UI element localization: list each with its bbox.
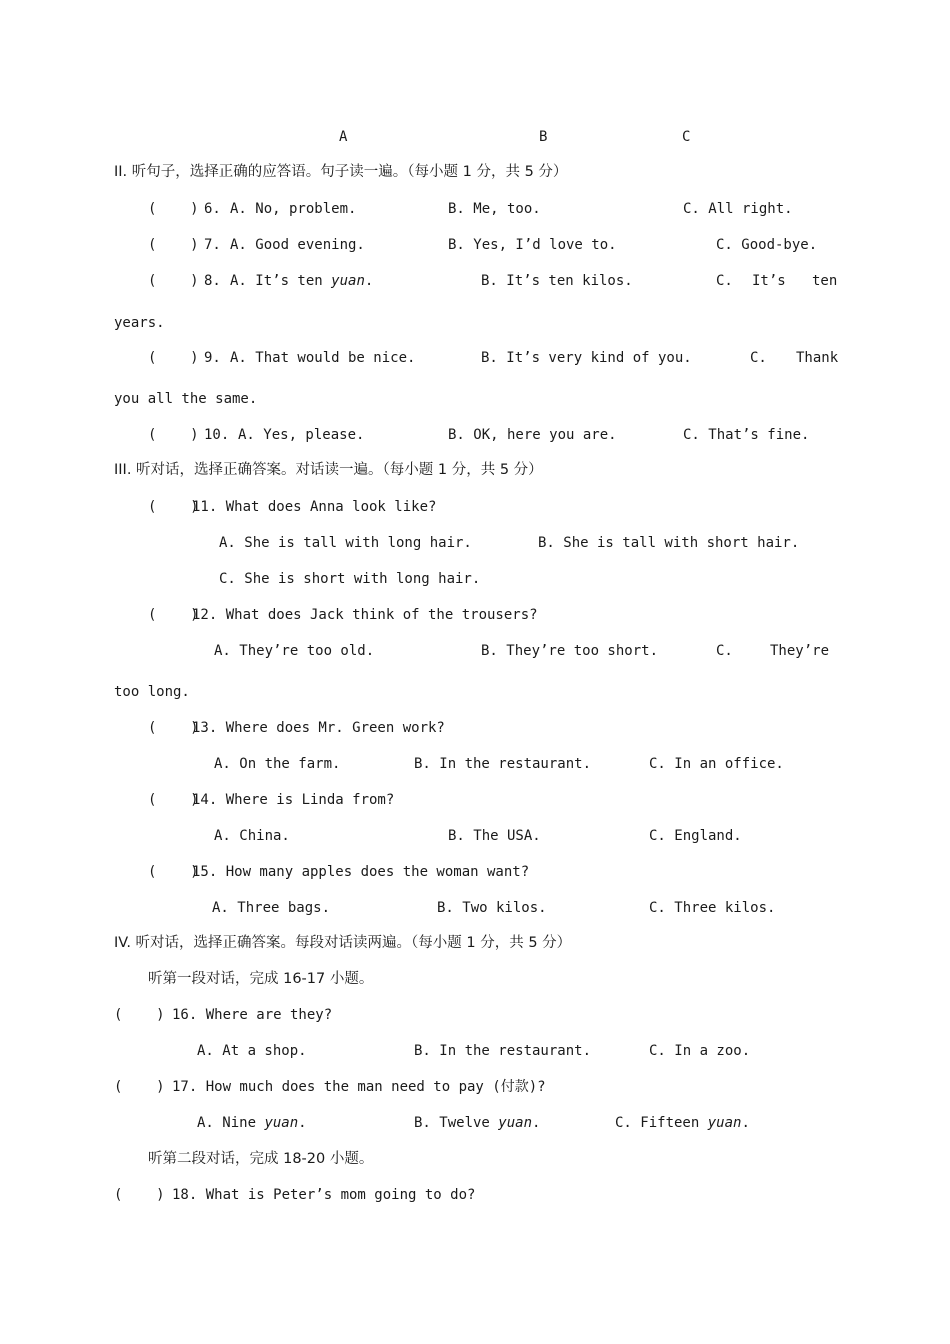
q15-option-c: C. Three kilos.	[649, 900, 776, 916]
q8-option-c-word2: ten	[812, 273, 838, 289]
q14-paren[interactable]: ( )	[148, 792, 199, 808]
q17-option-c-unit: yuan	[707, 1115, 742, 1131]
q17-option-c	[615, 1114, 750, 1132]
q12-option-c-letter: C.	[716, 643, 733, 659]
q9-option-a: A. That would be nice.	[230, 350, 416, 366]
q13-question: 13. Where does Mr. Green work?	[192, 720, 445, 736]
q12-paren[interactable]: ( )	[148, 607, 199, 623]
q12-option-c-word1: They’re	[770, 643, 830, 659]
q14-option-b: B. The USA.	[448, 828, 541, 844]
q8-option-a	[230, 272, 373, 290]
q13-option-a: A. On the farm.	[214, 756, 341, 772]
q15-paren[interactable]: ( )	[148, 864, 199, 880]
q11-option-c: C. She is short with long hair.	[219, 571, 481, 587]
section2-heading: II. 听句子，选择正确的应答语。句子读一遍。（每小题 1 分，共 5 分）	[114, 164, 568, 180]
q13-paren[interactable]: ( )	[148, 720, 199, 736]
q14-option-c: C. England.	[649, 828, 742, 844]
q8-option-c-word1: It’s	[752, 273, 786, 289]
q9-option-b: B. It’s very kind of you.	[481, 350, 692, 366]
q17-option-b-text: B. Twelve	[414, 1115, 499, 1131]
q10-number: 10.	[204, 427, 230, 443]
q17-option-c-dot: .	[741, 1115, 750, 1131]
q9-option-c-word1: Thank	[796, 350, 839, 366]
q16-option-a: A. At a shop.	[197, 1043, 307, 1059]
q16-option-c: C. In a zoo.	[649, 1043, 751, 1059]
q17-option-b-dot: .	[532, 1115, 541, 1131]
q18-question: 18. What is Peter’s mom going to do?	[172, 1187, 476, 1203]
q6-option-c: C. All right.	[683, 201, 793, 217]
q7-number: 7.	[204, 237, 221, 253]
q9-option-c-continued: you all the same.	[114, 391, 258, 407]
q6-number: 6.	[204, 201, 221, 217]
q8-option-c-continued: years.	[114, 315, 165, 331]
section3-heading: III. 听对话，选择正确答案。对话读一遍。（每小题 1 分，共 5 分）	[114, 462, 543, 478]
option-label-a: A	[339, 129, 348, 145]
q17-option-a-text: A. Nine	[197, 1115, 265, 1131]
option-label-c: C	[682, 129, 691, 145]
q10-option-a: A. Yes, please.	[238, 427, 365, 443]
q14-question: 14. Where is Linda from?	[192, 792, 395, 808]
q17-option-a-unit: yuan	[264, 1115, 299, 1131]
q15-question: 15. How many apples does the woman want?	[192, 864, 530, 880]
q16-question: 16. Where are they?	[172, 1007, 333, 1023]
q11-question: 11. What does Anna look like?	[192, 499, 437, 515]
q17-option-a	[197, 1114, 307, 1132]
q17-paren[interactable]: ( )	[114, 1079, 165, 1095]
q8-option-a-dot: .	[364, 273, 374, 289]
q12-question: 12. What does Jack think of the trousers?	[192, 607, 538, 623]
q7-paren[interactable]: ( )	[148, 237, 199, 253]
q9-option-c-letter: C.	[750, 350, 767, 366]
q7-option-c: C. Good-bye.	[716, 237, 818, 253]
q7-option-a: A. Good evening.	[230, 237, 365, 253]
section4-subheading-1: 听第一段对话，完成 16-17 小题。	[148, 971, 374, 987]
q14-option-a: A. China.	[214, 828, 290, 844]
q6-paren[interactable]: ( )	[148, 201, 199, 217]
q15-option-b: B. Two kilos.	[437, 900, 547, 916]
q11-option-b: B. She is tall with short hair.	[538, 535, 800, 551]
option-label-b: B	[539, 129, 548, 145]
q10-option-c: C. That’s fine.	[683, 427, 810, 443]
q18-paren[interactable]: ( )	[114, 1187, 165, 1203]
q16-option-b: B. In the restaurant.	[414, 1043, 592, 1059]
q12-option-b: B. They’re too short.	[481, 643, 659, 659]
q8-paren[interactable]: ( )	[148, 273, 199, 289]
q9-paren[interactable]: ( )	[148, 350, 199, 366]
q12-option-c-continued: too long.	[114, 684, 190, 700]
q12-option-a: A. They’re too old.	[214, 643, 375, 659]
q10-option-b: B. OK, here you are.	[448, 427, 617, 443]
q17-option-c-text: C. Fifteen	[615, 1115, 708, 1131]
q16-paren[interactable]: ( )	[114, 1007, 165, 1023]
q6-option-b: B. Me, too.	[448, 201, 541, 217]
section4-heading: IV. 听对话，选择正确答案。每段对话读两遍。（每小题 1 分，共 5 分）	[114, 935, 572, 951]
q17-question: 17. How much does the man need to pay (付款)?	[172, 1079, 546, 1095]
q10-paren[interactable]: ( )	[148, 427, 199, 443]
q6-option-a: A. No, problem.	[230, 201, 357, 217]
q8-option-a-text: A. It’s ten	[230, 273, 332, 289]
q17-option-b-unit: yuan	[498, 1115, 533, 1131]
q13-option-c: C. In an office.	[649, 756, 784, 772]
q8-option-a-unit: yuan	[331, 273, 365, 289]
q17-option-b	[414, 1114, 540, 1132]
q11-option-a: A. She is tall with long hair.	[219, 535, 472, 551]
q8-option-b: B. It’s ten kilos.	[481, 273, 633, 289]
section4-subheading-2: 听第二段对话，完成 18-20 小题。	[148, 1151, 374, 1167]
q11-paren[interactable]: ( )	[148, 499, 199, 515]
q13-option-b: B. In the restaurant.	[414, 756, 592, 772]
q9-number: 9.	[204, 350, 221, 366]
q8-option-c-letter: C.	[716, 273, 733, 289]
q7-option-b: B. Yes, I’d love to.	[448, 237, 617, 253]
q8-number: 8.	[204, 273, 221, 289]
q15-option-a: A. Three bags.	[212, 900, 331, 916]
q17-option-a-dot: .	[298, 1115, 307, 1131]
